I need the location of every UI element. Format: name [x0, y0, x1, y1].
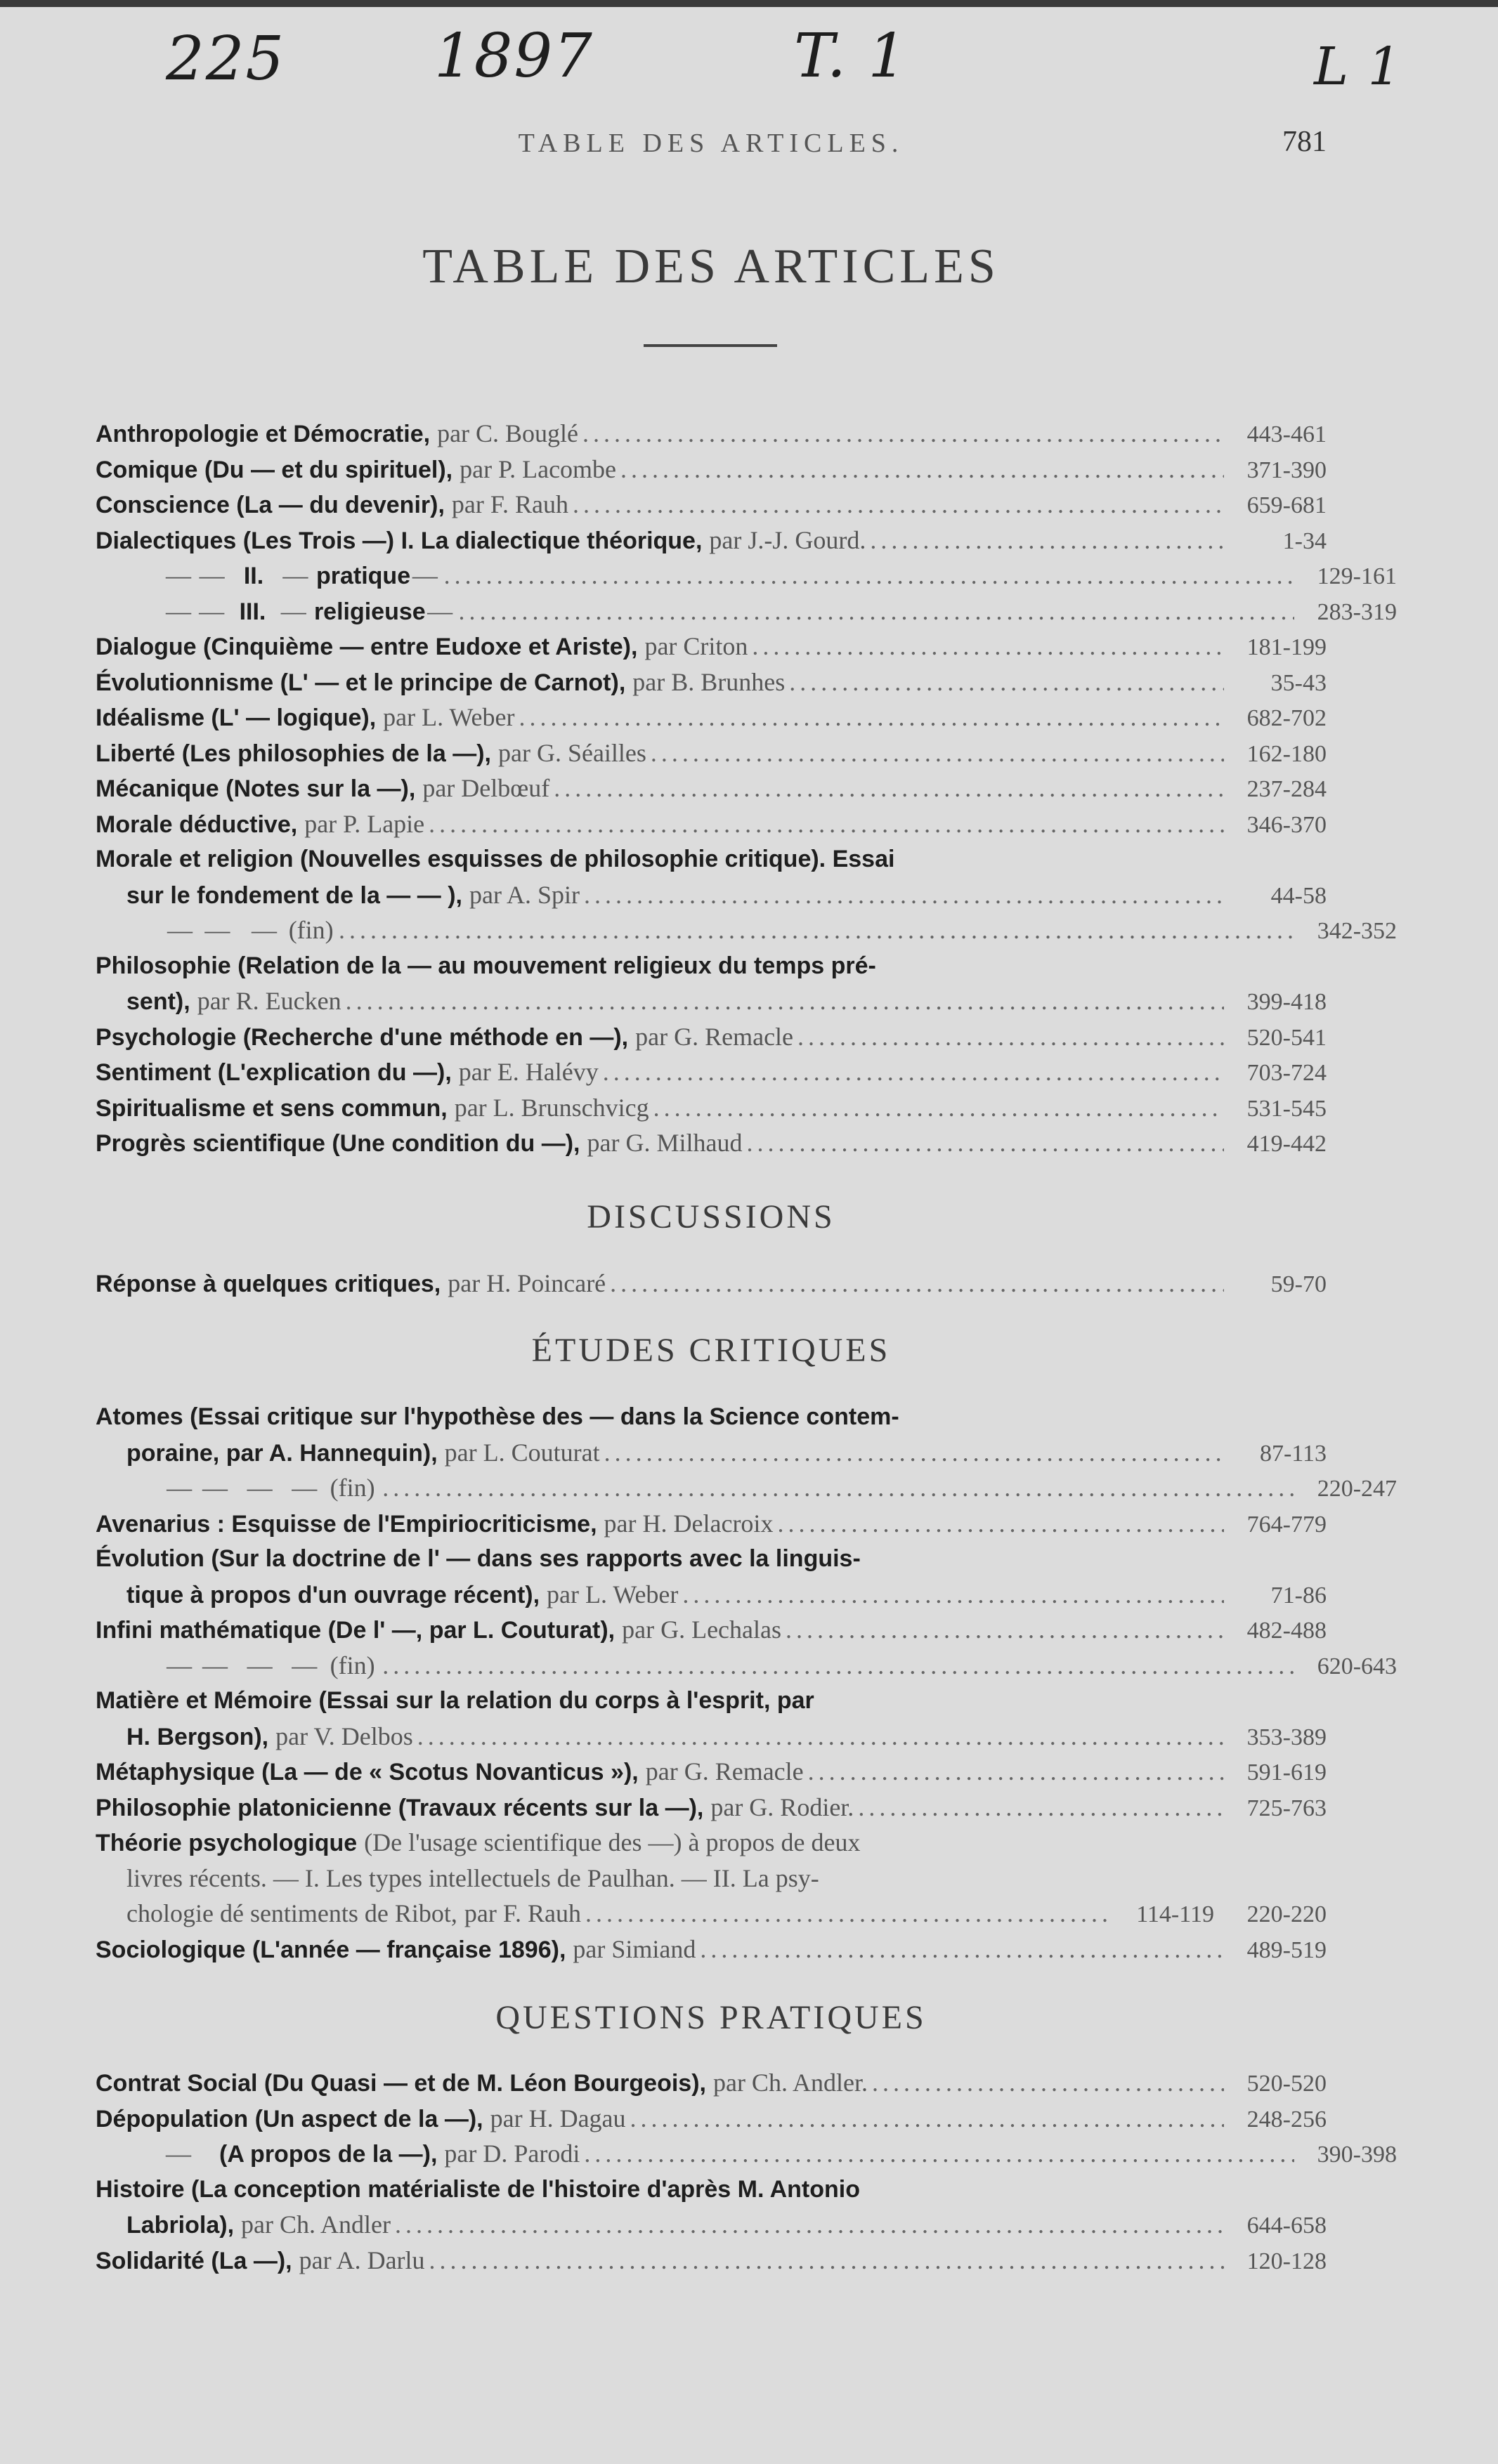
leader-dots [752, 629, 1224, 664]
entry-title: Solidarité (La —), [96, 2247, 292, 2274]
entry-title: Réponse à quelques critiques, [96, 1271, 441, 1297]
entry-author: par L. Couturat [444, 1438, 600, 1467]
ditto-mark: (fin) [288, 916, 334, 944]
page-range: 44-58 [1270, 882, 1327, 909]
ditto-mark: (fin) [330, 1651, 375, 1679]
toc-entry [96, 1754, 1327, 1789]
entry-author: par L. Weber [383, 703, 515, 731]
toc-entry [96, 1470, 1397, 1505]
entry-author: par P. Lacombe [460, 454, 617, 483]
entry-subtitle: (A propos de la —), [219, 2141, 438, 2168]
entry-title: Avenarius : Esquisse de l'Empiriocriticisme, [96, 1510, 597, 1538]
toc-entry [96, 416, 1327, 451]
entry-title: Anthropologie et Démocratie, [96, 421, 431, 447]
entry-title: Progrès scientifique (Une condition du —), [96, 1130, 580, 1157]
toc-entry [126, 1435, 1327, 1470]
entry-author: par H. Delacroix [604, 1509, 774, 1538]
toc-entry [96, 700, 1327, 735]
leader-dots [444, 558, 1294, 593]
section-title-discussions: DISCUSSIONS [587, 1198, 835, 1236]
entry-title: Morale et religion (Nouvelles esquisses de philosophie critique). Essai [96, 846, 895, 872]
toc-entry [126, 1719, 1327, 1754]
leader-dots [417, 1719, 1224, 1754]
page-range: 220-220 [1246, 1901, 1327, 1927]
leader-dots [777, 1506, 1224, 1541]
toc-entry [126, 877, 1327, 912]
leader-dots [682, 1577, 1224, 1612]
page-range: 1-34 [1282, 527, 1327, 554]
entry-author: par L. Weber [547, 1580, 679, 1608]
entry-author: par B. Brunhes [632, 667, 786, 696]
entry-author: par F. Rauh [451, 490, 568, 518]
toc-entry [126, 1577, 1327, 1612]
entry-title: Morale déductive, [96, 811, 298, 838]
entry-title: Philosophie (Relation de la — au mouvement religieux du temps pré- [96, 952, 876, 979]
handwritten-note-left: 225 [166, 24, 286, 94]
leader-dots [582, 416, 1224, 451]
leader-dots [554, 771, 1224, 806]
toc-entry [96, 735, 1327, 771]
entry-title: Histoire (La conception matérialiste de l'histoire d'après M. Antonio [96, 2175, 860, 2203]
page-range: 162-180 [1246, 740, 1327, 767]
leader-dots [459, 594, 1295, 629]
entry-title: Labriola), [126, 2212, 235, 2239]
entry-title: Évolution (Sur la doctrine de l' — dans ses rapports avec la linguis- [96, 1545, 861, 1572]
entry-author: par P. Lapie [304, 809, 425, 838]
entry-author: par H. Poincaré [448, 1269, 606, 1297]
leader-dots [395, 2207, 1224, 2242]
section-title-etudes: ÉTUDES CRITIQUES [531, 1332, 891, 1369]
leader-dots [789, 664, 1224, 700]
toc-entry [96, 912, 1397, 948]
entry-title: Sociologique (L'année — française 1896), [96, 1936, 566, 1963]
ditto-mark: religieuse [313, 598, 426, 625]
toc-entry [96, 1506, 1327, 1541]
entry-title: sent), [126, 988, 190, 1015]
leader-dots [382, 1648, 1294, 1683]
leader-dots [429, 2243, 1224, 2278]
handwritten-note-corner: L 1 [1314, 37, 1402, 97]
leader-dots [584, 2136, 1294, 2171]
page-range: 531-545 [1246, 1095, 1327, 1122]
page-title: TABLE DES ARTICLES [422, 240, 1000, 294]
ditto-mark: — [167, 1474, 193, 1502]
toc-entry [96, 2136, 1397, 2171]
ditto-mark: — [199, 596, 225, 625]
entry-title: Spiritualisme et sens commun, [96, 1094, 448, 1122]
toc-entry [96, 2101, 1327, 2136]
toc-entry [126, 2207, 1327, 2242]
ditto-mark: III. [239, 598, 266, 625]
page-range: 35-43 [1270, 669, 1327, 696]
page-range: 520-541 [1246, 1024, 1327, 1051]
leader-dots [808, 1754, 1224, 1789]
page-range: 181-199 [1246, 634, 1327, 660]
ditto-mark: pratique [315, 563, 411, 589]
ditto-mark: — [202, 1474, 228, 1502]
ditto-mark: — [247, 1651, 273, 1679]
entry-title: tique à propos d'un ouvrage récent), [126, 1581, 540, 1608]
toc-entry [96, 594, 1397, 629]
toc-entry [96, 1054, 1327, 1089]
toc-entry [96, 1125, 1327, 1160]
running-title: TABLE DES ARTICLES. [518, 129, 904, 158]
toc-entry [96, 771, 1327, 806]
entry-author: par G. Rodier. [710, 1793, 854, 1821]
scan-border [0, 0, 1498, 7]
leader-dots [786, 1612, 1224, 1647]
entry-author: chologie dé sentiments de Ribot, [126, 1899, 457, 1927]
entry-title: Matière et Mémoire (Essai sur la relation du corps à l'esprit, par [96, 1687, 814, 1714]
entry-author: par G. Milhaud [587, 1129, 743, 1157]
entry-title: Comique (Du — et du spirituel), [96, 456, 453, 483]
entry-author: par H. Dagau [490, 2104, 626, 2132]
ditto-mark: — [292, 1651, 318, 1679]
handwritten-note-year: 1897 [434, 21, 594, 91]
page-range: 71-86 [1270, 1582, 1327, 1608]
toc-entry [96, 664, 1327, 700]
toc-entry [96, 558, 1397, 593]
ditto-mark: (fin) [330, 1474, 375, 1502]
entry-title: Idéalisme (L' — logique), [96, 705, 377, 731]
entry-title: Sentiment (L'explication du —), [96, 1059, 452, 1086]
page-number: 781 [1282, 126, 1327, 158]
toc-entry [96, 2065, 1327, 2100]
page-range: 87-113 [1259, 1440, 1327, 1467]
toc-entry [96, 1648, 1397, 1683]
ditto-mark: — [167, 1651, 193, 1679]
toc-entry [96, 1683, 1327, 1718]
toc-entry [96, 806, 1327, 841]
ditto-mark: — [204, 916, 230, 944]
entry-author: par V. Delbos [275, 1722, 413, 1750]
leader-dots [620, 452, 1224, 487]
page-range: 703-724 [1246, 1060, 1327, 1086]
toc-entry [96, 1019, 1327, 1054]
leader-dots [603, 1054, 1224, 1089]
handwritten-note-volume: T. 1 [794, 21, 908, 91]
leader-dots [519, 700, 1225, 735]
page-range: 644-658 [1246, 2213, 1327, 2239]
page-range: 725-763 [1246, 1795, 1327, 1821]
entry-author: livres récents. — I. Les types intellectuels de Paulhan. — II. La psy- [126, 1863, 819, 1892]
page-range: 353-389 [1246, 1724, 1327, 1750]
title-rule [644, 344, 777, 347]
toc-entry [96, 1825, 1327, 1860]
entry-title: H. Bergson), [126, 1723, 269, 1750]
entry-author: par L. Brunschvicg [454, 1093, 649, 1122]
leader-dots [573, 487, 1224, 522]
ditto-mark: — [280, 596, 306, 625]
page-range: 129-161 [1317, 563, 1397, 589]
page-range: 237-284 [1246, 776, 1327, 802]
page-range: 59-70 [1270, 1271, 1327, 1297]
leader-dots [429, 806, 1224, 841]
toc-entry [126, 1861, 1327, 1896]
page-range: 342-352 [1317, 918, 1397, 944]
entry-author: par Ch. Andler [241, 2210, 391, 2239]
ditto-mark: — [427, 596, 453, 625]
page-range: 120-128 [1246, 2248, 1327, 2274]
page-range: 390-398 [1317, 2142, 1397, 2168]
page-range: 220-247 [1317, 1476, 1397, 1502]
entry-author: par Delbœuf [422, 774, 550, 802]
entry-author: par D. Parodi [444, 2139, 580, 2168]
toc-entry [96, 948, 1327, 983]
toc-entry [96, 1541, 1327, 1576]
leader-dots [797, 1019, 1224, 1054]
leader-dots [584, 877, 1224, 912]
entry-author: (De l'usage scientifique des —) à propos de deux [364, 1828, 861, 1856]
running-head [96, 125, 1327, 167]
entry-title: Dépopulation (Un aspect de la —), [96, 2105, 483, 2132]
entry-author: par J.-J. Gourd. [709, 525, 866, 554]
entry-title: poraine, par A. Hannequin), [126, 1439, 438, 1467]
page-range: 346-370 [1246, 811, 1327, 838]
page-range: 764-779 [1246, 1511, 1327, 1538]
entry-title: Atomes (Essai critique sur l'hypothèse des — dans la Science contem- [96, 1403, 899, 1430]
leader-dots [700, 1932, 1224, 1967]
page-range: 443-461 [1246, 421, 1327, 447]
leader-dots [585, 1896, 1112, 1931]
entry-author: par Criton [644, 632, 748, 660]
entry-author: par Simiand [573, 1934, 696, 1963]
entry-author: par G. Remacle [635, 1022, 794, 1051]
ditto-mark: — [166, 596, 191, 625]
ditto-mark: — [167, 916, 193, 944]
toc-entry [126, 1896, 1327, 1931]
entry-author: par R. Eucken [197, 987, 341, 1015]
leader-dots [870, 523, 1224, 558]
toc-entry [96, 2243, 1327, 2278]
page-range: 520-520 [1246, 2071, 1327, 2097]
entry-author: par C. Bouglé [437, 419, 579, 447]
entry-title: Dialectiques (Les Trois —) I. La dialectique théorique, [96, 527, 703, 554]
toc-entry [96, 523, 1327, 558]
page-range: 248-256 [1246, 2106, 1327, 2132]
entry-title: Théorie psychologique [96, 1830, 358, 1856]
toc-entry [96, 1399, 1327, 1434]
entry-author: par E. Halévy [458, 1058, 599, 1086]
entry-author: par A. Darlu [299, 2246, 425, 2274]
leader-dots [610, 1266, 1224, 1301]
leader-dots [630, 2101, 1224, 2136]
leader-dots [746, 1125, 1224, 1160]
entry-title: Contrat Social (Du Quasi — et de M. Léon Bourgeois), [96, 2070, 706, 2097]
leader-dots [382, 1470, 1294, 1505]
toc-entry [96, 1612, 1327, 1647]
entry-title: sur le fondement de la — — ), [126, 882, 462, 909]
entry-title: Liberté (Les philosophies de la —), [96, 740, 491, 767]
entry-title: Philosophie platonicienne (Travaux récents sur la —), [96, 1794, 704, 1821]
ditto-mark: II. [243, 563, 264, 589]
toc-entry [96, 841, 1327, 877]
entry-author: par A. Spir [469, 880, 580, 909]
toc-entry [96, 1790, 1327, 1825]
leader-dots [872, 2065, 1224, 2100]
toc-entry [96, 487, 1327, 522]
entry-author: par Ch. Andler. [712, 2069, 868, 2097]
entry-author: par G. Remacle [645, 1757, 804, 1785]
ditto-mark: — [166, 561, 191, 589]
page-range: 659-681 [1246, 492, 1327, 518]
ditto-mark: — [202, 1651, 228, 1679]
leader-dots [604, 1435, 1224, 1470]
entry-author: par F. Rauh [464, 1899, 582, 1927]
ditto-mark: — [292, 1474, 318, 1502]
page-range: 489-519 [1246, 1937, 1327, 1963]
leader-dots [339, 912, 1294, 948]
page-range: 114-119 [1136, 1901, 1214, 1927]
page-range: 682-702 [1246, 705, 1327, 731]
page-range: 591-619 [1246, 1759, 1327, 1785]
section-title-questions: QUESTIONS PRATIQUES [495, 1999, 927, 2036]
entry-author: par G. Lechalas [622, 1616, 782, 1644]
entry-title: Conscience (La — du devenir), [96, 492, 445, 518]
ditto-mark: — [282, 561, 308, 589]
page-range: 620-643 [1317, 1653, 1397, 1679]
ditto-mark: — [166, 2139, 191, 2168]
ditto-mark: — [412, 561, 438, 589]
entry-title: Infini mathématique (De l' —, par L. Couturat), [96, 1617, 616, 1644]
entry-title: Évolutionnisme (L' — et le principe de Carnot), [96, 669, 626, 696]
toc-entry [96, 452, 1327, 487]
leader-dots [346, 983, 1224, 1018]
toc-entry [96, 1266, 1327, 1301]
entry-title: Dialogue (Cinquième — entre Eudoxe et Ariste), [96, 634, 638, 660]
toc-entry [96, 1090, 1327, 1125]
page-range: 419-442 [1246, 1131, 1327, 1157]
page-range: 482-488 [1246, 1618, 1327, 1644]
leader-dots [651, 735, 1224, 771]
page-range: 371-390 [1246, 457, 1327, 483]
toc-entry [96, 629, 1327, 664]
entry-title: Psychologie (Recherche d'une méthode en —), [96, 1023, 629, 1051]
ditto-mark: — [199, 561, 225, 589]
ditto-mark: — [247, 1474, 273, 1502]
leader-dots [653, 1090, 1224, 1125]
page-range: 283-319 [1317, 598, 1397, 625]
entry-title: Mécanique (Notes sur la —), [96, 775, 416, 802]
toc-entry [96, 1932, 1327, 1967]
toc-entry [96, 2172, 1327, 2207]
toc-entry [126, 983, 1327, 1018]
leader-dots [858, 1790, 1224, 1825]
ditto-mark: — [252, 916, 277, 944]
page-range: 399-418 [1246, 989, 1327, 1015]
entry-title: Métaphysique (La — de « Scotus Novanticus »), [96, 1759, 639, 1785]
entry-author: par G. Séailles [497, 738, 646, 767]
